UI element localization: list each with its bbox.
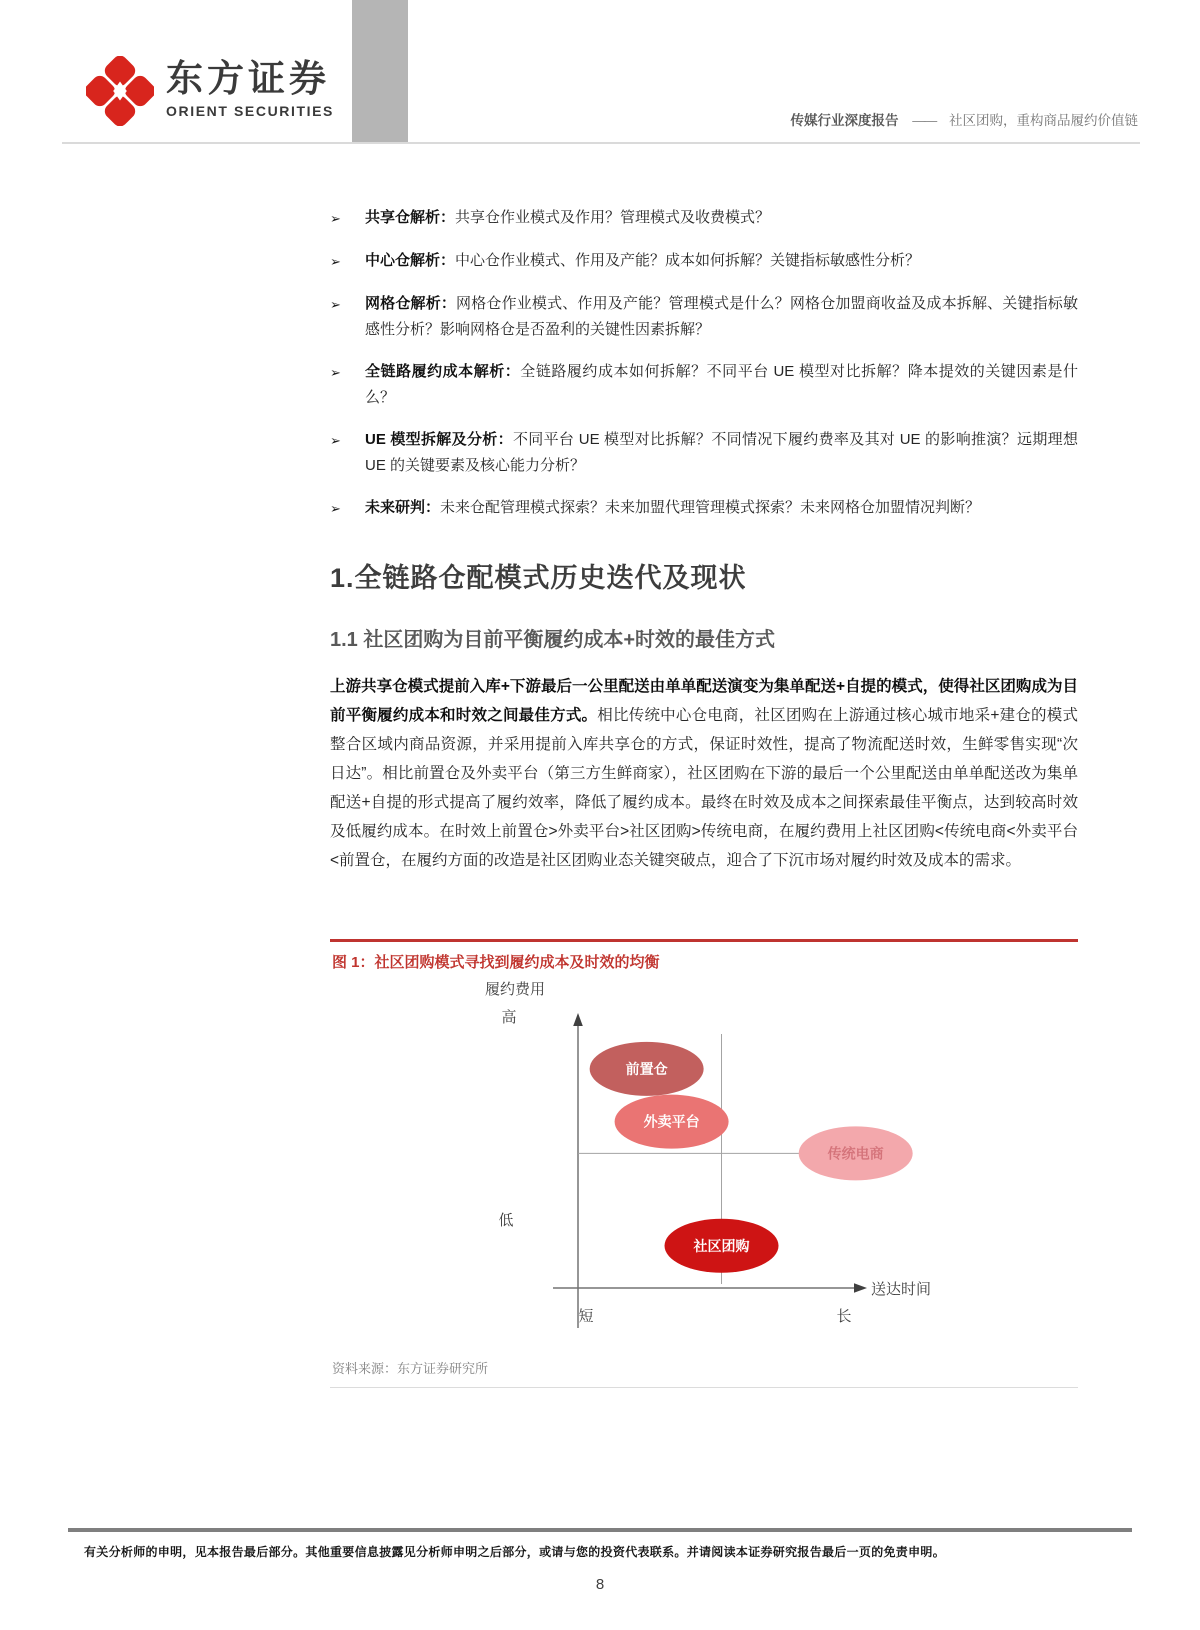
y-axis-low-label: 低 <box>498 1212 514 1229</box>
section-heading-1-1: 1.1 社区团购为目前平衡履约成本+时效的最佳方式 <box>330 629 776 651</box>
list-item-body: 共享仓作业模式及作用？管理模式及收费模式？ <box>455 209 771 226</box>
report-type: 传媒行业深度报告 <box>790 113 899 128</box>
company-logo <box>86 56 334 126</box>
arrow-bullet-icon: ➢ <box>330 501 341 516</box>
header-gray-bar <box>352 0 408 142</box>
list-item-term: UE 模型拆解及分析： <box>365 431 513 448</box>
orient-securities-logo-icon <box>86 56 154 126</box>
chart-bubble-label: 传统电商 <box>827 1145 884 1162</box>
list-item <box>330 495 1078 522</box>
body-paragraph <box>330 672 1078 875</box>
page-footer <box>68 1528 1132 1560</box>
list-item-text <box>365 359 1078 411</box>
list-item-term: 未来研判： <box>365 499 441 516</box>
list-item-text <box>365 291 1078 343</box>
y-axis-arrow-icon <box>573 1013 583 1026</box>
x-axis-long-label: 长 <box>836 1308 852 1325</box>
figure-source: 资料来源：东方证券研究所 <box>332 1361 489 1376</box>
list-item-text <box>365 427 1078 479</box>
list-item <box>330 205 1078 232</box>
list-item-term: 网格仓解析： <box>365 295 457 312</box>
list-item-body: 中心仓作业模式、作用及产能？成本如何拆解？关键指标敏感性分析？ <box>455 252 921 269</box>
paragraph-bold-lead: 上游共享仓模式提前入库+下游最后一公里配送由单单配送演变为集单配送+自提的模式，使得社区团购成为目前平衡履约成本和时效之间最佳方式。 <box>330 678 1078 724</box>
logo-name-en: ORIENT SECURITIES <box>166 103 334 120</box>
content-column <box>330 205 1078 1388</box>
paragraph-body-text: 相比传统中心仓电商，社区团购在上游通过核心城市地采+建仓的模式整合区域内商品资源，并采用提前入库共享仓的方式，保证时效性，提高了物流配送时效，生鲜零售实现“次日达”。相比前置仓及外卖平台（第三方生鲜商家），社区团购在下游的最后一个公里配送由单单配送改为集单配送+自提的形式提高了履约效率，降低了履约成本。最终在时效及成本之间探索最佳平衡点，达到较高时效及低履约成本。在时效上前置仓>外卖平台>社区团购>传统电商，在履约费用上社区团购<传统电商<外卖平台<前置仓，在履约方面的改造是社区团购业态关键突破点，迎合了下沉市场对履约时效及成本的需求。 <box>330 707 1078 869</box>
list-item-body: 网格仓作业模式、作用及产能？管理模式是什么？网格仓加盟商收益及成本拆解、关键指标敏感性分析？影响网格仓是否盈利的关键性因素拆解？ <box>365 295 1078 338</box>
x-axis-arrow-icon <box>854 1283 867 1293</box>
dash-separator: —— <box>912 113 936 128</box>
figure-title: 图 1：社区团购模式寻找到履约成本及时效的均衡 <box>332 954 660 971</box>
question-list <box>330 205 1078 522</box>
figure-1-block <box>330 939 1078 1388</box>
list-item-text <box>365 248 920 275</box>
arrow-bullet-icon: ➢ <box>330 433 341 448</box>
logo-text <box>166 56 334 119</box>
list-item-text <box>365 205 770 232</box>
x-axis-title: 送达时间 <box>871 1281 932 1298</box>
arrow-bullet-icon: ➢ <box>330 254 341 269</box>
logo-name-cn: 东方证券 <box>166 58 330 99</box>
list-item-body: 不同平台 UE 模型对比拆解？不同情况下履约费率及其对 UE 的影响推演？远期理想 UE 的关键要素及核心能力分析？ <box>365 431 1078 474</box>
arrow-bullet-icon: ➢ <box>330 211 341 226</box>
list-item <box>330 427 1078 479</box>
list-item <box>330 359 1078 411</box>
page-number: 8 <box>595 1576 605 1593</box>
running-head <box>790 109 1138 129</box>
quadrant-chart <box>330 976 1078 1344</box>
list-item <box>330 248 1078 275</box>
chart-bubble-label: 前置仓 <box>625 1060 668 1077</box>
list-item-term: 中心仓解析： <box>365 252 456 269</box>
list-item-term: 共享仓解析： <box>365 209 456 226</box>
chart-bubble-label: 外卖平台 <box>643 1113 700 1130</box>
arrow-bullet-icon: ➢ <box>330 365 341 380</box>
list-item-body: 未来仓配管理模式探索？未来加盟代理管理模式探索？未来网格仓加盟情况判断？ <box>440 499 981 516</box>
chart-bubble-label: 社区团购 <box>693 1237 750 1254</box>
report-title: 社区团购，重构商品履约价值链 <box>949 113 1138 128</box>
chart-points-layer <box>578 1034 913 1284</box>
section-heading-1: 1.全链路仓配模式历史迭代及现状 <box>330 563 747 593</box>
disclaimer-text: 有关分析师的申明，见本报告最后部分。其他重要信息披露见分析师申明之后部分，或请与您的投资代表联系。并请阅读本证券研究报告最后一页的免责申明。 <box>84 1545 946 1559</box>
arrow-bullet-icon: ➢ <box>330 297 341 312</box>
list-item-term: 全链路履约成本解析： <box>365 363 521 380</box>
page-header <box>62 0 1140 144</box>
list-item <box>330 291 1078 343</box>
y-axis-high-label: 高 <box>501 1009 517 1026</box>
list-item-body: 全链路履约成本如何拆解？不同平台 UE 模型对比拆解？降本提效的关键因素是什么？ <box>365 363 1078 406</box>
x-axis-short-label: 短 <box>578 1308 594 1325</box>
list-item-text <box>365 495 980 522</box>
y-axis-title: 履约费用 <box>484 981 545 998</box>
